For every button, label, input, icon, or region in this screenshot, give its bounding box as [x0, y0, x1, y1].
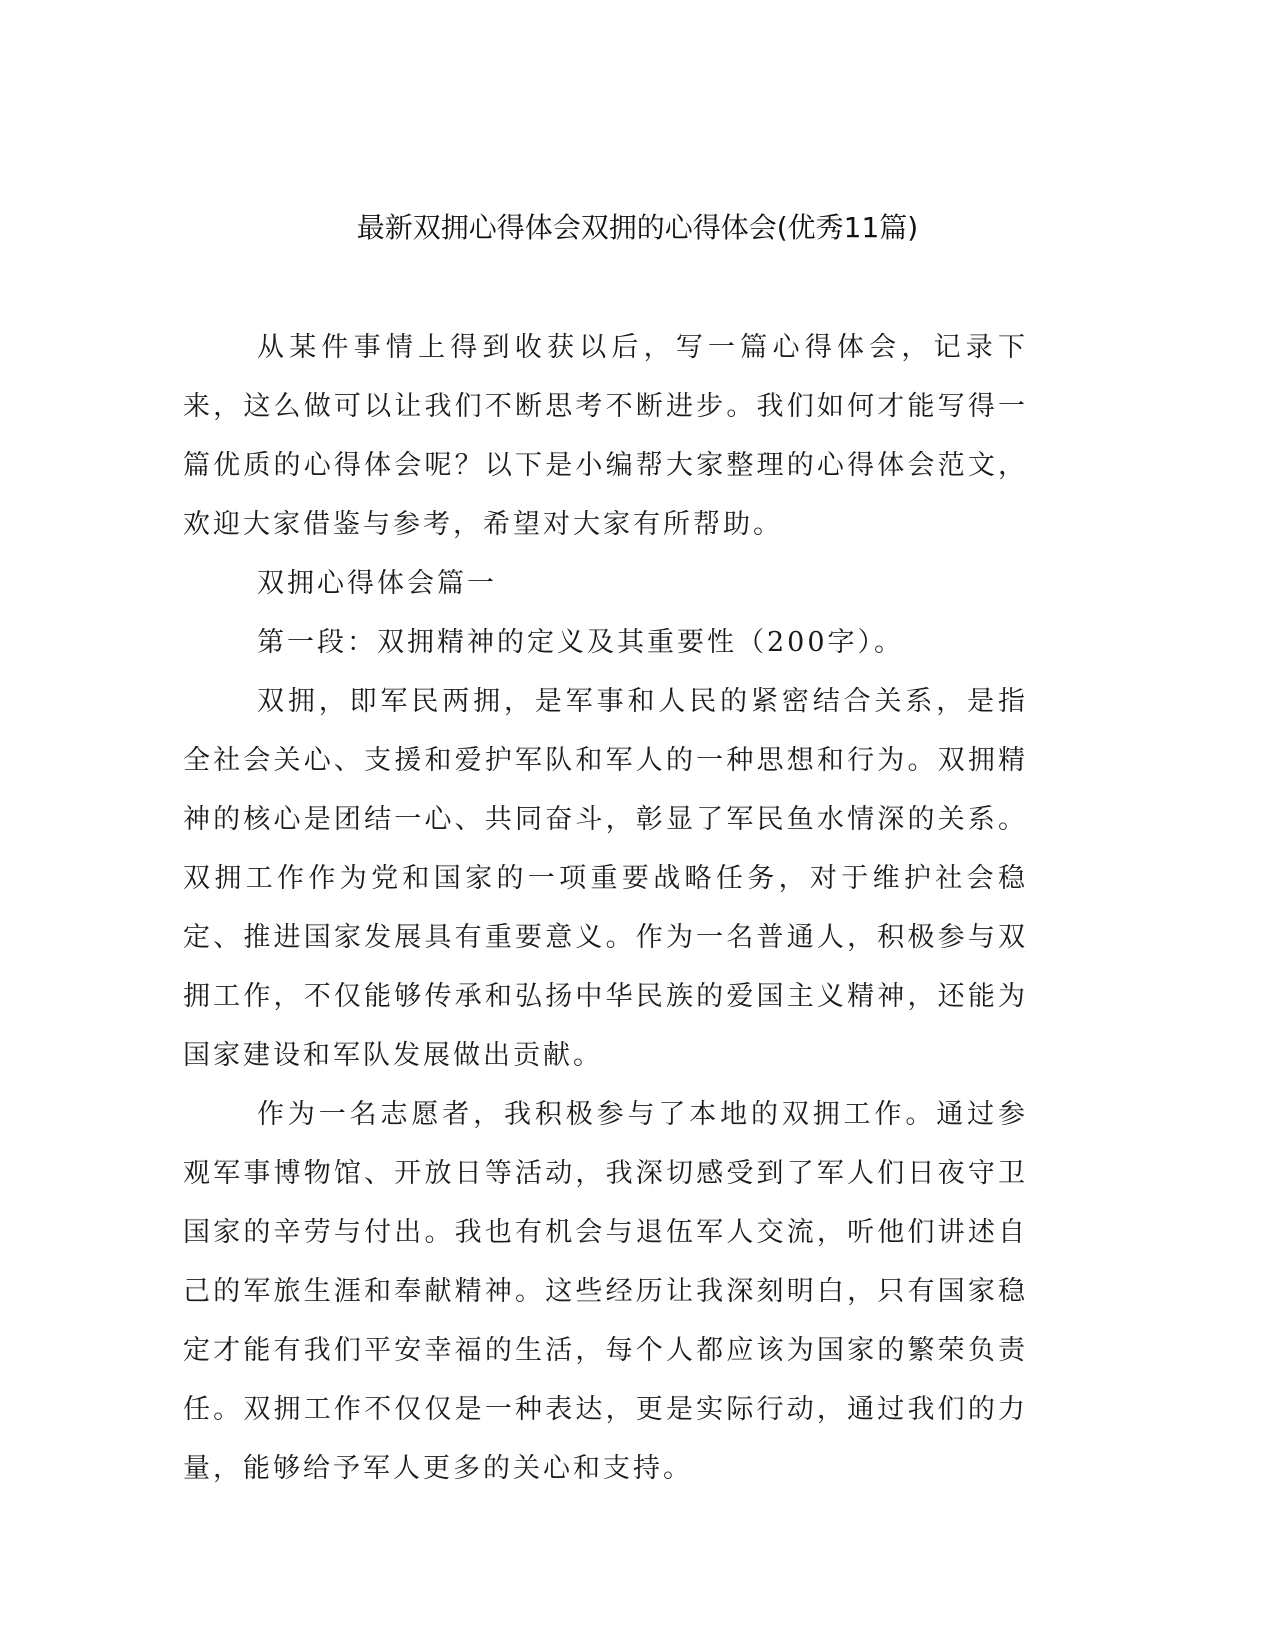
section-heading: 双拥心得体会篇一 — [257, 568, 497, 599]
body-paragraph: 双拥，即军民两拥，是军事和人民的紧密结合关系，是指全社会关心、支援和爱护军队和军人的一种思想和行为。双拥精神的核心是团结一心、共同奋斗，彰显了军民鱼水情深的关系。双拥工作作为党和国家的一项重要战略任务，对于维护社会稳定、推进国家发展具有重要意义。作为一名普通人，积极参与双拥工作，不仅能够传承和弘扬中华民族的爱国主义精神，还能为国家建设和军队发展做出贡献。 — [183, 686, 1028, 1071]
subsection-heading: 第一段：双拥精神的定义及其重要性（200字）。 — [257, 627, 905, 658]
body-paragraph: 作为一名志愿者，我积极参与了本地的双拥工作。通过参观军事博物馆、开放日等活动，我深切感受到了军人们日夜守卫国家的辛劳与付出。我也有机会与退伍军人交流，听他们讲述自己的军旅生涯和奉献精神。这些经历让我深刻明白，只有国家稳定才能有我们平安幸福的生活，每个人都应该为国家的繁荣负责任。双拥工作不仅仅是一种表达，更是实际行动，通过我们的力量，能够给予军人更多的关心和支持。 — [183, 1099, 1028, 1484]
intro-paragraph: 从某件事情上得到收获以后，写一篇心得体会，记录下来，这么做可以让我们不断思考不断进步。我们如何才能写得一篇优质的心得体会呢？以下是小编帮大家整理的心得体会范文，欢迎大家借鉴与参考，希望对大家有所帮助。 — [183, 332, 1028, 540]
document-title: 最新双拥心得体会双拥的心得体会(优秀11篇) — [356, 211, 919, 244]
document-body — [183, 318, 1028, 1498]
